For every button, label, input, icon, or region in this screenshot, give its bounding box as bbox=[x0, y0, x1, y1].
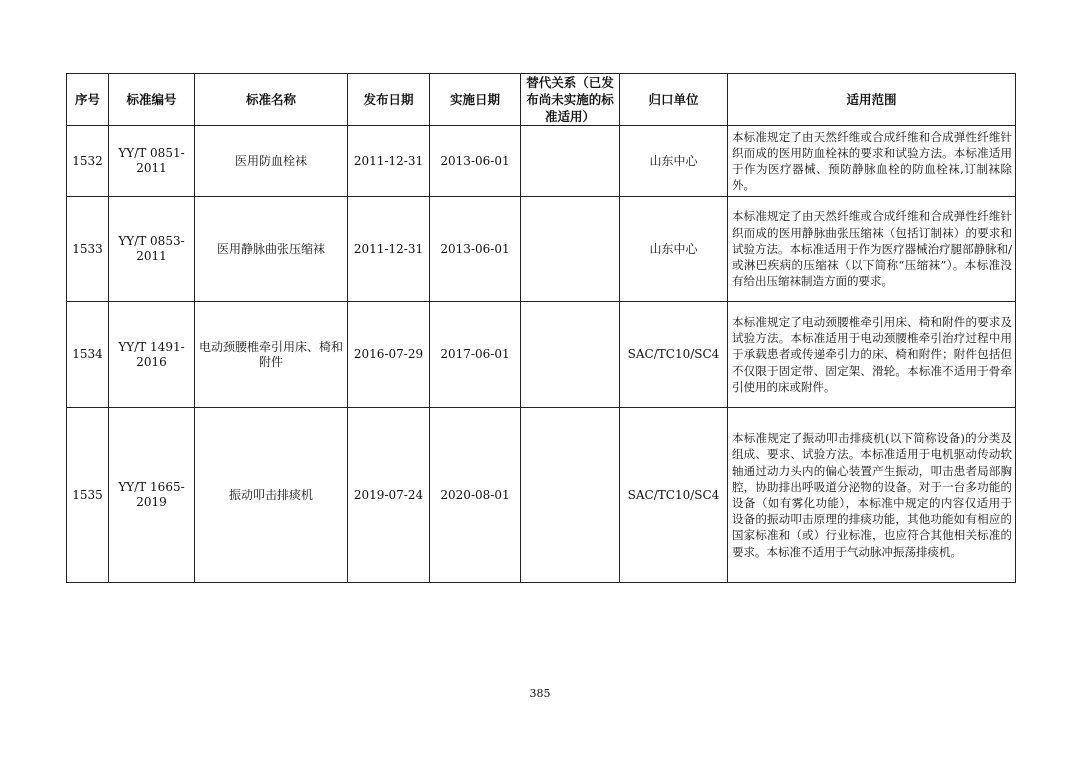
table-row bbox=[67, 197, 1016, 302]
cell-replacement bbox=[521, 197, 620, 302]
cell-publish-date: 2011-12-31 bbox=[348, 197, 430, 302]
cell-name: 医用防血栓袜 bbox=[195, 126, 348, 197]
header-unit: 归口单位 bbox=[620, 74, 728, 126]
header-effective-date: 实施日期 bbox=[430, 74, 521, 126]
cell-seq: 1534 bbox=[67, 302, 109, 408]
cell-name: 电动颈腰椎牵引用床、椅和附件 bbox=[195, 302, 348, 408]
cell-code: YY/T 0853-2011 bbox=[109, 197, 195, 302]
cell-replacement bbox=[521, 408, 620, 583]
cell-publish-date: 2019-07-24 bbox=[348, 408, 430, 583]
cell-effective-date: 2020-08-01 bbox=[430, 408, 521, 583]
table-row bbox=[67, 126, 1016, 197]
table-row bbox=[67, 302, 1016, 408]
cell-replacement bbox=[521, 126, 620, 197]
cell-scope: 本标准规定了电动颈腰椎牵引用床、椅和附件的要求及试验方法。本标准适用于电动颈腰椎牵引治疗过程中用于承载患者或传递牵引力的床、椅和附件；附件包括但不仅限于固定带、固定架、滑轮。本标准不适用于骨牵引使用的床或附件。 bbox=[728, 302, 1016, 408]
header-name: 标准名称 bbox=[195, 74, 348, 126]
table-row bbox=[67, 408, 1016, 583]
header-seq: 序号 bbox=[67, 74, 109, 126]
cell-seq: 1535 bbox=[67, 408, 109, 583]
header-publish-date: 发布日期 bbox=[348, 74, 430, 126]
cell-unit: 山东中心 bbox=[620, 126, 728, 197]
page-number: 385 bbox=[529, 687, 551, 700]
header-code: 标准编号 bbox=[109, 74, 195, 126]
cell-scope: 本标准规定了由天然纤维或合成纤维和合成弹性纤维针织而成的医用防血栓袜的要求和试验方法。本标准适用于作为医疗器械、预防静脉血栓的防血栓袜,订制袜除外。 bbox=[728, 126, 1016, 197]
cell-publish-date: 2011-12-31 bbox=[348, 126, 430, 197]
cell-seq: 1532 bbox=[67, 126, 109, 197]
cell-effective-date: 2017-06-01 bbox=[430, 302, 521, 408]
cell-scope: 本标准规定了由天然纤维或合成纤维和合成弹性纤维针织而成的医用静脉曲张压缩袜（包括订制袜）的要求和试验方法。本标准适用于作为医疗器械治疗腿部静脉和/或淋巴疾病的压缩袜（以下简称“压缩袜”）。本标准没有给出压缩袜制造方面的要求。 bbox=[728, 197, 1016, 302]
table-header-row bbox=[67, 74, 1016, 126]
cell-unit: SAC/TC10/SC4 bbox=[620, 408, 728, 583]
cell-unit: SAC/TC10/SC4 bbox=[620, 302, 728, 408]
cell-name: 医用静脉曲张压缩袜 bbox=[195, 197, 348, 302]
header-replacement: 替代关系（已发布尚未实施的标准适用） bbox=[521, 74, 620, 126]
cell-publish-date: 2016-07-29 bbox=[348, 302, 430, 408]
cell-code: YY/T 1665-2019 bbox=[109, 408, 195, 583]
cell-code: YY/T 1491-2016 bbox=[109, 302, 195, 408]
standards-table bbox=[66, 73, 1016, 583]
cell-replacement bbox=[521, 302, 620, 408]
cell-code: YY/T 0851-2011 bbox=[109, 126, 195, 197]
cell-scope: 本标准规定了振动叩击排痰机(以下简称设备)的分类及组成、要求、试验方法。本标准适用于电机驱动传动软轴通过动力头内的偏心装置产生振动，叩击患者局部胸腔，协助排出呼吸道分泌物的设备。对于一台多功能的设备（如有雾化功能），本标准中规定的内容仅适用于设备的振动叩击原理的排痰功能，其他功能如有相应的国家标准和（或）行业标准，也应符合其他相关标准的要求。本标准不适用于气动脉冲振荡排痰机。 bbox=[728, 408, 1016, 583]
header-scope: 适用范围 bbox=[728, 74, 1016, 126]
cell-seq: 1533 bbox=[67, 197, 109, 302]
cell-name: 振动叩击排痰机 bbox=[195, 408, 348, 583]
cell-unit: 山东中心 bbox=[620, 197, 728, 302]
cell-effective-date: 2013-06-01 bbox=[430, 197, 521, 302]
cell-effective-date: 2013-06-01 bbox=[430, 126, 521, 197]
